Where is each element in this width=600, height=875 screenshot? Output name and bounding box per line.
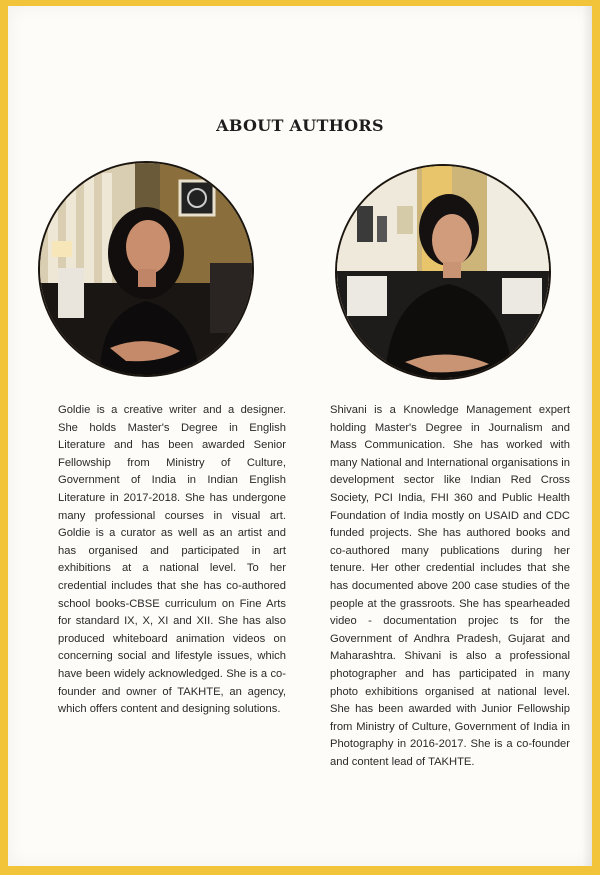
book-page	[8, 6, 592, 866]
author-bio-goldie: Goldie is a creative writer and a designer. She holds Master's Degree in English Literature and has been awarded Senior Fellowship from Ministry of Culture, Government of India in Indian English Literature in 2017-2018. She has undergone many professional courses in visual art. Goldie is a curator as well as an artist and has organised and participated in art exhibitions at a national level. To her credential includes that she has co-authored school books-CBSE curriculum on Fine Arts for standard IX, X, XI and XII. She has also produced whiteboard animation videos on concerning social and lifestyle issues, which have been widely acknowledged. She is a co-founder and owner of TAKHTE, an agency, which offers content and designing solutions.	[58, 404, 286, 716]
author-bio-shivani: Shivani is a Knowledge Management expert holding Master's Degree in Journalism and Mass Communication. She has worked with many National and International organisations in development sector like Indian Red Cross Society, PCI India, FHI 360 and Public Health Foundation of India mostly on USAID and CDC funded projects. She has authored books and co-authored many publications during her tenure. Her other credential includes that she has documented above 200 case studies of the people at the grassroots. She has spearheaded video - documentation projec ts for the Government of Andhra Pradesh, Gujarat and Maharashtra. Shivani is also a professional photographer and has participated in many photo exhibitions organised at national level. She has been awarded with Junior Fellowship from Ministry of Culture, Government of India in Photography in 2016-2017. She is a co-founder and content lead of TAKHTE.	[330, 404, 570, 768]
page-edge-shadow	[582, 6, 592, 866]
author-photo-shivani	[335, 164, 551, 380]
author-photo-goldie	[38, 161, 254, 377]
page-title: ABOUT AUTHORS	[216, 116, 384, 135]
